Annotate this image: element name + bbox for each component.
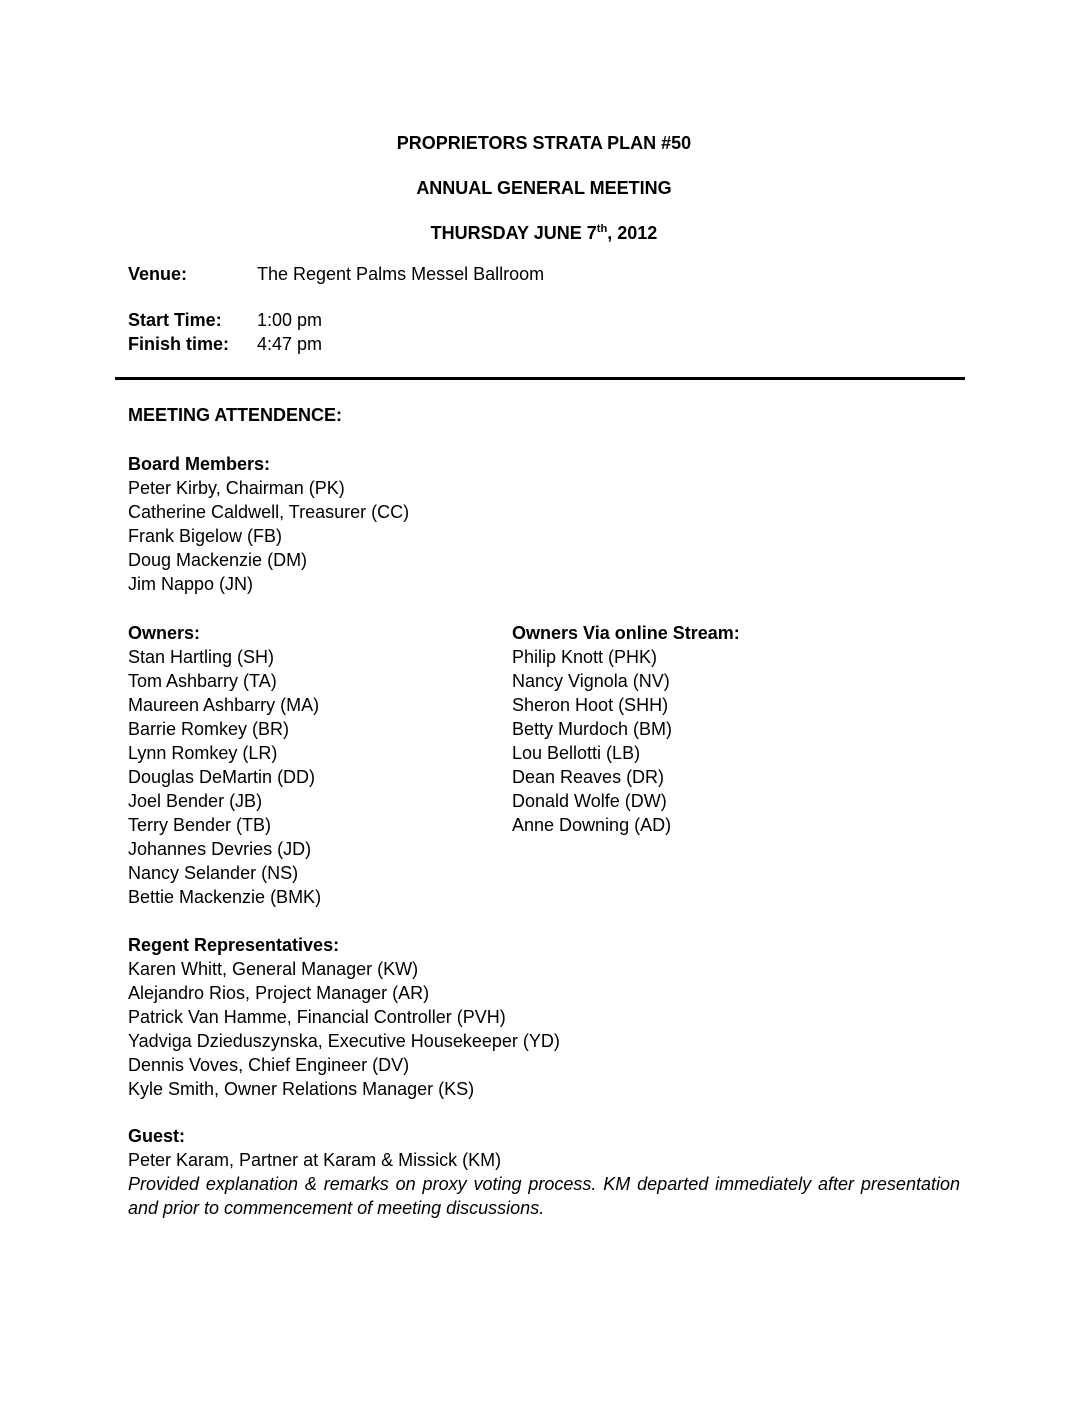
regent-representative: Patrick Van Hamme, Financial Controller (PVH) bbox=[128, 1007, 506, 1027]
owners-column bbox=[128, 621, 512, 909]
venue-row bbox=[128, 262, 960, 286]
finish-time-value: 4:47 pm bbox=[257, 334, 323, 354]
online-owner: Lou Bellotti (LB) bbox=[512, 743, 641, 763]
board-members-list bbox=[128, 476, 960, 596]
regent-representative: Dennis Voves, Chief Engineer (DV) bbox=[128, 1055, 410, 1075]
board-member: Peter Kirby, Chairman (PK) bbox=[128, 478, 345, 498]
date-prefix: THURSDAY JUNE 7 bbox=[430, 223, 597, 243]
date-superscript: th bbox=[596, 223, 608, 235]
owner: Nancy Selander (NS) bbox=[128, 863, 299, 883]
start-time-row bbox=[128, 308, 960, 332]
board-members-heading: Board Members: bbox=[128, 454, 271, 474]
guest-note: Provided explanation & remarks on proxy voting process. KM departed immediately after presentation and prior to commencement of meeting discussions. bbox=[128, 1174, 960, 1218]
guest-heading: Guest: bbox=[128, 1126, 186, 1146]
owners-heading: Owners: bbox=[128, 623, 201, 643]
finish-time-row bbox=[128, 332, 960, 356]
regent-representative: Yadviga Dzieduszynska, Executive Housekeeper (YD) bbox=[128, 1031, 560, 1051]
venue-label: Venue: bbox=[128, 264, 188, 284]
board-members-group bbox=[128, 452, 960, 596]
online-owner: Nancy Vignola (NV) bbox=[512, 671, 670, 691]
owners-columns bbox=[128, 621, 960, 909]
regent-representatives-group bbox=[128, 933, 960, 1101]
owner: Stan Hartling (SH) bbox=[128, 647, 275, 667]
attendance-heading: MEETING ATTENDENCE: bbox=[128, 405, 342, 425]
board-member: Frank Bigelow (FB) bbox=[128, 526, 283, 546]
online-owner: Sheron Hoot (SHH) bbox=[512, 695, 669, 715]
document-title: PROPRIETORS STRATA PLAN #50 bbox=[396, 133, 692, 153]
regent-representative: Kyle Smith, Owner Relations Manager (KS) bbox=[128, 1079, 475, 1099]
owners-online-list bbox=[512, 645, 960, 837]
online-owner: Dean Reaves (DR) bbox=[512, 767, 665, 787]
document-subtitle: ANNUAL GENERAL MEETING bbox=[416, 178, 672, 198]
document-date bbox=[128, 221, 960, 245]
owners-list bbox=[128, 645, 512, 909]
finish-time-label: Finish time: bbox=[128, 334, 230, 354]
owner: Barrie Romkey (BR) bbox=[128, 719, 290, 739]
guest-name: Peter Karam, Partner at Karam & Missick (KM) bbox=[128, 1150, 502, 1170]
owner: Bettie Mackenzie (BMK) bbox=[128, 887, 322, 907]
guest-group bbox=[128, 1124, 960, 1220]
owner: Johannes Devries (JD) bbox=[128, 839, 312, 859]
regent-representative: Alejandro Rios, Project Manager (AR) bbox=[128, 983, 430, 1003]
board-member: Catherine Caldwell, Treasurer (CC) bbox=[128, 502, 410, 522]
horizontal-rule bbox=[115, 377, 965, 380]
owners-online-heading: Owners Via online Stream: bbox=[512, 623, 740, 643]
regent-representatives-heading: Regent Representatives: bbox=[128, 935, 340, 955]
online-owner: Donald Wolfe (DW) bbox=[512, 791, 667, 811]
online-owner: Anne Downing (AD) bbox=[512, 815, 672, 835]
owner: Douglas DeMartin (DD) bbox=[128, 767, 316, 787]
owners-online-column bbox=[512, 621, 960, 909]
online-owner: Betty Murdoch (BM) bbox=[512, 719, 673, 739]
owner: Terry Bender (TB) bbox=[128, 815, 272, 835]
owner: Tom Ashbarry (TA) bbox=[128, 671, 277, 691]
regent-representatives-list bbox=[128, 957, 960, 1101]
regent-representative: Karen Whitt, General Manager (KW) bbox=[128, 959, 419, 979]
board-member: Jim Nappo (JN) bbox=[128, 574, 254, 594]
online-owner: Philip Knott (PHK) bbox=[512, 647, 658, 667]
owner: Lynn Romkey (LR) bbox=[128, 743, 278, 763]
venue-value: The Regent Palms Messel Ballroom bbox=[257, 264, 545, 284]
start-time-value: 1:00 pm bbox=[257, 310, 323, 330]
owner: Maureen Ashbarry (MA) bbox=[128, 695, 320, 715]
start-time-label: Start Time: bbox=[128, 310, 222, 330]
owner: Joel Bender (JB) bbox=[128, 791, 263, 811]
board-member: Doug Mackenzie (DM) bbox=[128, 550, 308, 570]
date-suffix: , 2012 bbox=[607, 223, 658, 243]
